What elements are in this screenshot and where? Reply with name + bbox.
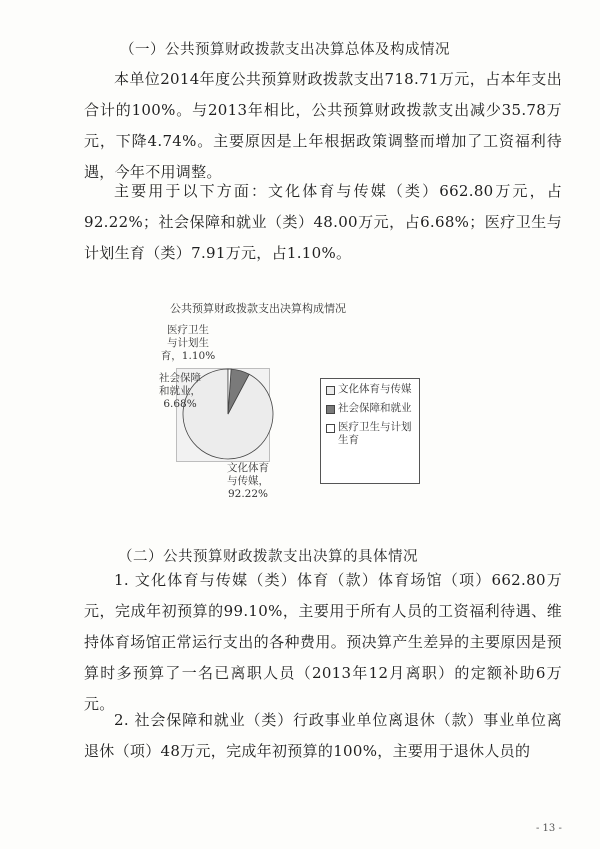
legend-item-medical <box>326 421 414 447</box>
legend-item-social <box>326 402 414 415</box>
slice-label-culture-line3: 92.22% <box>227 488 269 500</box>
slice-label-social-line1: 社会保障 <box>159 372 201 384</box>
slice-label-culture <box>218 462 278 501</box>
chart-title: 公共预算财政拨款支出决算构成情况 <box>170 302 346 315</box>
slice-label-social <box>150 372 210 411</box>
legend-label-culture: 文化体育与传媒 <box>338 383 412 395</box>
slice-label-medical <box>158 324 218 363</box>
slice-label-social-line2: 和就业， <box>159 385 201 397</box>
slice-label-medical-line3: 育，1.10% <box>160 350 216 362</box>
page-number: - 13 - <box>536 823 562 834</box>
section2-heading: （二）公共预算财政拨款支出决算的具体情况 <box>118 549 418 565</box>
slice-label-culture-line2: 与传媒， <box>227 475 269 487</box>
legend-swatch-culture <box>326 386 335 395</box>
legend-label-social: 社会保障和就业 <box>338 402 412 414</box>
legend-swatch-medical <box>326 424 335 433</box>
legend-item-culture <box>326 383 414 396</box>
slice-label-social-line3: 6.68% <box>163 398 197 410</box>
section2-paragraph-2: 2. 社会保障和就业（类）行政事业单位离退休（款）事业单位离退休（项）48万元，完成年初预算的100%，主要用于退休人员的 <box>84 711 562 760</box>
legend-label-medical: 医疗卫生与计划生育 <box>338 421 412 446</box>
slice-label-medical-line1: 医疗卫生 <box>167 324 209 336</box>
legend-swatch-social <box>326 405 335 414</box>
section2-paragraph-1: 1. 文化体育与传媒（类）体育（款）体育场馆（项）662.80万元，完成年初预算的99.10%，主要用于所有人员的工资福利待遇、维持体育场馆正常运行支出的各种费用。预决算产生差异的主要原因是预算时多预算了一名已离职人员（2013年12月离职）的定额补助6万元。 <box>84 571 562 713</box>
slice-label-culture-line1: 文化体育 <box>227 462 269 474</box>
slice-label-medical-line2: 与计划生 <box>167 337 209 349</box>
pie-chart <box>140 300 460 515</box>
section1-heading: （一）公共预算财政拨款支出决算总体及构成情况 <box>120 42 450 58</box>
chart-legend <box>320 378 420 484</box>
section1-paragraph-1: 本单位2014年度公共预算财政拨款支出718.71万元，占本年支出合计的100%。与2013年相比，公共预算财政拨款支出减少35.78万元，下降4.74%。主要原因是上年根据政策调整而增加了工资福利待遇，今年不用调整。 <box>84 70 562 181</box>
section1-paragraph-2: 主要用于以下方面：文化体育与传媒（类）662.80万元，占92.22%；社会保障和就业（类）48.00万元，占6.68%；医疗卫生与计划生育（类）7.91万元，占1.10%。 <box>84 182 562 262</box>
